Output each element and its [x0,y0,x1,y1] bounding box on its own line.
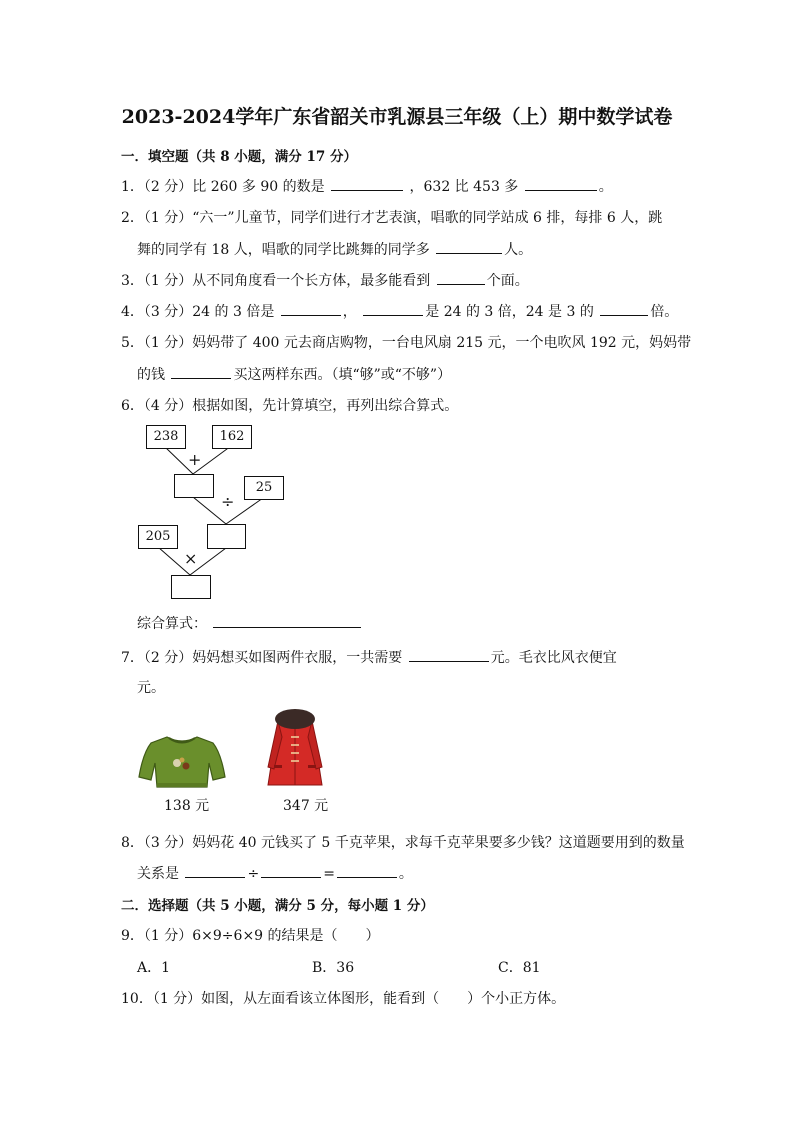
question-10: 10．（1 分）如图，从左面看该立体图形，能看到（ ）个小正方体。 [121,991,566,1007]
q7-text-b: 元。毛衣比风衣便宜 [490,650,617,666]
question-6: 6．（4 分）根据如图，先计算填空，再列出综合算式。 [121,398,459,414]
formula-line [137,612,363,633]
question-7-line1 [121,646,617,667]
answer-blank[interactable] [337,862,397,878]
q3-text-b: 个面。 [486,273,529,289]
coat-price: 347 元 [283,798,329,814]
divide-sign: ÷ [221,492,235,511]
number-box-25: 25 [244,476,284,500]
question-8-line2 [137,862,413,883]
sweater-price: 138 元 [164,798,210,814]
equals-sign: = [323,866,335,882]
number-box-238: 238 [146,425,186,449]
plus-sign: + [188,450,202,469]
q5-text-a: 的钱 [137,367,165,383]
section-header-fill-blank: 一．填空题（共 8 小题，满分 17 分） [121,149,357,165]
q3-text-a: 3．（1 分）从不同角度看一个长方体，最多能看到 [121,273,431,289]
question-8-line1: 8．（3 分）妈妈花 40 元钱买了 5 千克苹果，求每千克苹果要多少钱？这道题要用到的数量 [121,835,685,851]
times-sign: × [184,549,198,568]
question-5-line1: 5．（1 分）妈妈带了 400 元去商店购物，一台电风扇 215 元，一个电吹风 192 元，妈妈带 [121,335,692,351]
section-header-multiple-choice: 二．选择题（共 5 小题，满分 5 分，每小题 1 分） [121,898,434,914]
option-c[interactable]: C．81 [498,960,541,976]
answer-blank[interactable] [261,862,321,878]
answer-box-sum[interactable] [174,474,214,498]
q8-end: 。 [398,866,413,882]
page-title: 2023-2024学年广东省韶关市乳源县三年级（上）期中数学试卷 [121,106,673,128]
q1-text-b: ，632 比 453 多 [409,179,519,195]
number-box-205: 205 [138,525,178,549]
question-7-line2: 元。 [137,680,165,696]
formula-label: 综合算式： [137,616,207,632]
question-9: 9．（1 分）6×9÷6×9 的结果是（ ） [121,928,380,944]
q4-text-d: 倍。 [650,304,679,320]
formula-blank[interactable] [213,612,361,628]
q2-text-a: 舞的同学有 18 人，唱歌的同学比跳舞的同学多 [137,242,430,258]
answer-blank[interactable] [409,646,489,662]
divide-sign: ÷ [247,866,260,882]
answer-box-product[interactable] [171,575,211,599]
number-box-162: 162 [212,425,252,449]
q5-text-b: 买这两样东西。（填“够”或“不够”） [233,367,452,383]
sweater-image [137,733,227,791]
q1-text-a: 1．（2 分）比 260 多 90 的数是 [121,179,325,195]
answer-box-quotient[interactable] [207,524,246,549]
answer-blank[interactable] [185,862,245,878]
q2-text-b: 人。 [504,242,533,258]
q7-text-a: 7．（2 分）妈妈想买如图两件衣服，一共需要 [121,650,403,666]
option-b[interactable]: B．36 [312,960,355,976]
question-2-line1: 2．（1 分）“六一”儿童节，同学们进行才艺表演，唱歌的同学站成 6 排，每排 6 人，跳 [121,210,663,226]
q4-text-b: ， [342,304,357,320]
coat-image [264,707,326,793]
q8-text-a: 关系是 [137,866,179,882]
q4-text-c: 是 24 的 3 倍，24 是 3 的 [425,304,594,320]
option-a[interactable]: A．1 [137,960,171,976]
q4-text-a: 4．（3 分）24 的 3 倍是 [121,304,275,320]
q1-text-c: 。 [598,179,613,195]
